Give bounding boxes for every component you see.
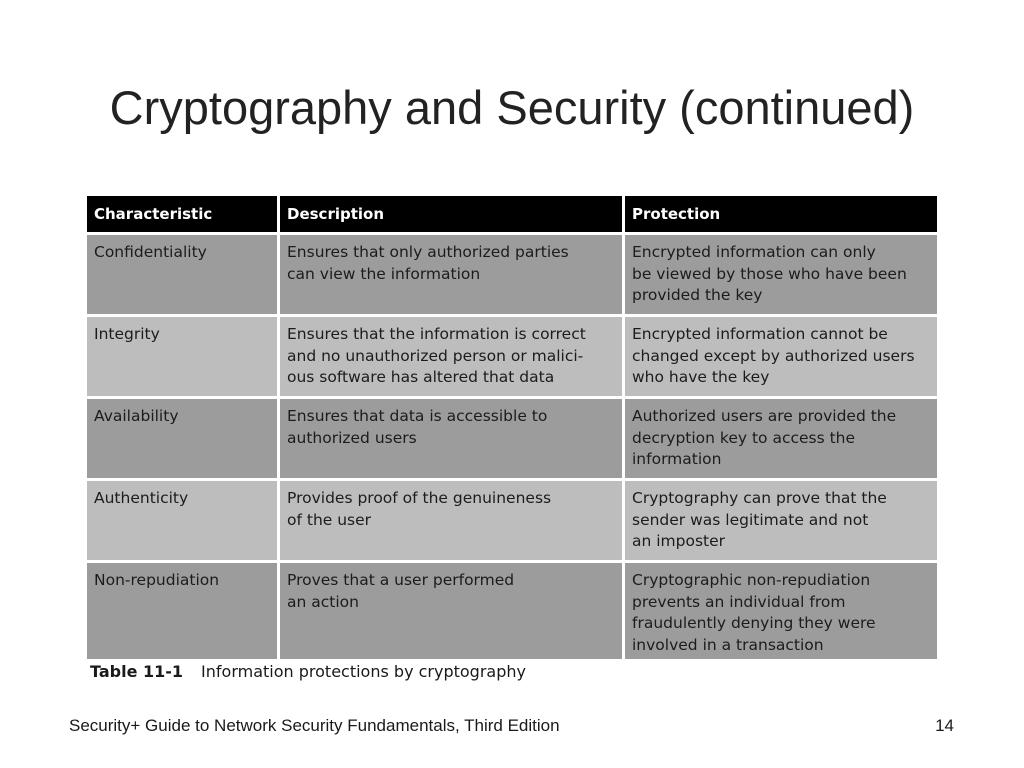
cell-protection: Authorized users are provided the decryption key to access the information (625, 399, 937, 481)
table-row (87, 317, 937, 399)
cell-description: Proves that a user performed an action (280, 563, 625, 662)
header-description: Description (280, 196, 625, 235)
slide-title: Cryptography and Security (continued) (109, 81, 915, 134)
table-header-row (87, 196, 937, 235)
cell-characteristic: Authenticity (87, 481, 280, 563)
cell-description: Ensures that the information is correct and no unauthorized person or malici- ous software has altered that data (280, 317, 625, 399)
table-container (87, 196, 937, 662)
crypto-protections-table (87, 196, 937, 662)
table-row (87, 399, 937, 481)
header-characteristic: Characteristic (87, 196, 280, 235)
table-caption-text: Information protections by cryptography (201, 662, 526, 681)
cell-protection: Cryptography can prove that the sender was legitimate and not an imposter (625, 481, 937, 563)
table-row (87, 563, 937, 662)
footer-book-title: Security+ Guide to Network Security Fundamentals, Third Edition (69, 716, 560, 735)
table-row (87, 235, 937, 317)
table-row (87, 481, 937, 563)
table-caption (90, 662, 526, 681)
cell-protection: Encrypted information cannot be changed except by authorized users who have the key (625, 317, 937, 399)
cell-characteristic: Availability (87, 399, 280, 481)
cell-protection: Cryptographic non-repudiation prevents an individual from fraudulently denying they were involved in a transaction (625, 563, 937, 662)
header-protection: Protection (625, 196, 937, 235)
cell-protection: Encrypted information can only be viewed by those who have been provided the key (625, 235, 937, 317)
cell-description: Ensures that only authorized parties can view the information (280, 235, 625, 317)
table-caption-label: Table 11-1 (90, 662, 184, 681)
cell-description: Ensures that data is accessible to authorized users (280, 399, 625, 481)
cell-characteristic: Non-repudiation (87, 563, 280, 662)
cell-description: Provides proof of the genuineness of the user (280, 481, 625, 563)
cell-characteristic: Integrity (87, 317, 280, 399)
footer-page-number: 14 (935, 716, 954, 735)
cell-characteristic: Confidentiality (87, 235, 280, 317)
